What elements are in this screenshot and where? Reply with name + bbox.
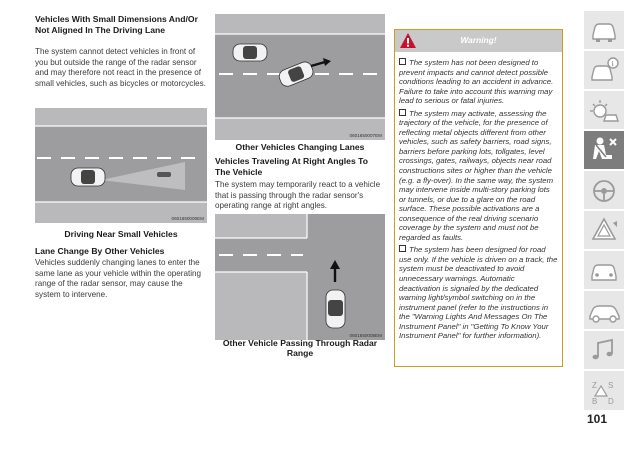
paragraph-small-vehicles: The system cannot detect vehicles in front of you but outside the range of the radar sensor and may therefore not react in the presence of small vehicles, such as bicycles or motorcycles. xyxy=(35,47,206,88)
warning-box xyxy=(394,29,563,367)
heading-small-vehicles: Vehicles With Small Dimensions And/Or Not Aligned In The Driving Lane xyxy=(35,14,198,35)
checkbox-bullet-icon xyxy=(399,245,406,252)
figure-code: 0601650007EM xyxy=(349,133,382,138)
emergency-warning-icon xyxy=(584,211,624,249)
svg-text:Z: Z xyxy=(592,381,597,390)
paragraph-right-angles: The system may temporarily react to a vehicle that is passing through the radar sensor's operating range at right angles. xyxy=(215,180,381,211)
figure-code: 0601650006EM xyxy=(171,216,204,221)
steering-wheel-icon xyxy=(584,171,624,209)
warning-header xyxy=(395,30,562,52)
sidebar-tab-steering-wheel[interactable] xyxy=(584,171,624,209)
sidebar-tab-car-specs[interactable] xyxy=(584,291,624,329)
seatbelt-safety-icon xyxy=(584,131,624,169)
sidebar-tab-emergency-warning[interactable] xyxy=(584,211,624,249)
paragraph-lane-change: Vehicles suddenly changing lanes to enter the same lane as your vehicle within the operating range of the radar sensor, may cause the system to intervene. xyxy=(35,258,202,299)
car-specs-icon xyxy=(584,291,624,329)
sidebar-tab-seatbelt-safety[interactable] xyxy=(584,131,624,169)
sidebar-tab-car-maintenance[interactable] xyxy=(584,251,624,289)
caption-driving-near-small-vehicles: Driving Near Small Vehicles xyxy=(64,229,178,239)
heading-right-angles: Vehicles Traveling At Right Angles To The Vehicle xyxy=(215,156,368,177)
multimedia-icon xyxy=(584,331,624,369)
figure-code: 0601650008EM xyxy=(349,333,382,338)
dashboard-lights-icon xyxy=(584,91,624,129)
car-key-info-icon xyxy=(584,51,624,89)
checkbox-bullet-icon xyxy=(399,58,406,65)
car-front-icon xyxy=(584,11,624,49)
figure-driving-near-small-vehicles xyxy=(35,108,207,223)
checkbox-bullet-icon xyxy=(399,109,406,116)
sidebar-tab-car-front[interactable] xyxy=(584,11,624,49)
figure-other-vehicles-changing-lanes xyxy=(215,14,385,140)
warning-item: The system has been designed for road use only. If the vehicle is driven on a track, the system must be deactivated to avoid unnecessary warnings. Automatic deactivation is signaled by the dedicated warning light/symbol switching on in the instrument panel (refer to the instructions in the "Warning Lights And Messages On The Instrument Panel" in "Getting To Know Your Instrument Panel" for further information). xyxy=(399,245,558,341)
figure-vehicle-passing-radar-range xyxy=(215,214,385,340)
svg-text:D: D xyxy=(608,397,614,406)
svg-text:B: B xyxy=(592,397,598,406)
svg-text:i: i xyxy=(611,60,614,68)
warning-title: Warning! xyxy=(460,35,497,45)
car-maintenance-icon xyxy=(584,251,624,289)
sidebar-tab-multimedia[interactable] xyxy=(584,331,624,369)
sidebar-tab-car-key-info[interactable] xyxy=(584,51,624,89)
sidebar-tab-dashboard-lights[interactable] xyxy=(584,91,624,129)
alphabetical-index-icon xyxy=(584,374,624,410)
warning-item: The system has not been designed to prevent impacts and cannot detect possible conditions leading to an accident in advance. Failure to take into account this warning may lead to serious or fatal injuries. xyxy=(399,58,554,106)
caption-vehicle-passing-radar-range: Other Vehicle Passing Through Radar Range xyxy=(222,338,378,358)
caption-other-vehicles-changing-lanes: Other Vehicles Changing Lanes xyxy=(235,142,365,152)
sidebar-tab-alphabetical-index[interactable] xyxy=(584,374,624,410)
page-number: 101 xyxy=(587,412,608,426)
heading-lane-change: Lane Change By Other Vehicles xyxy=(35,246,165,256)
svg-text:S: S xyxy=(608,381,614,390)
warning-item: The system may activate, assessing the trajectory of the vehicle, for the presence of reflecting metal objects different from other vehicles, such as safety barriers, road signs, barriers before parking lots, tollgates, level crossings, gates, railways, objects near road constructions sites or higher than the vehicle (e.g. a fly-over). In the same way, the system may intervene inside multi-story parking lots or tunnels, or due to a glare on the road surface. These possible activations are a consequence of the real driving scenario coverage by the system and must not be regarded as faults. xyxy=(399,108,554,242)
